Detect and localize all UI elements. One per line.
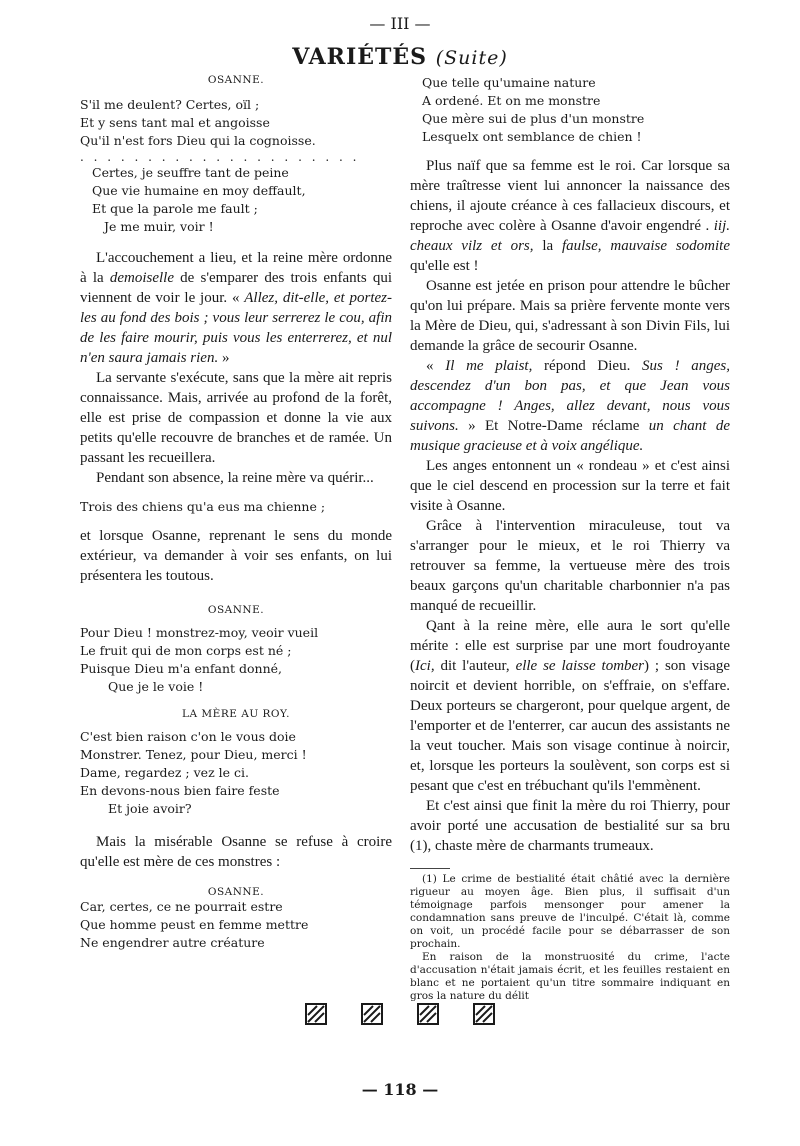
verse-line: A ordené. Et on me monstre (422, 93, 601, 108)
verse-block-6 (80, 898, 392, 952)
paragraph: La servante s'exécute, sans que la mère ait repris connaissance. Mais, arrivée au profond de la forêt, elle est prise de compassion et donne la vie aux petits qu'elle recouvre de branches et de ramée. Un passant les recueillera. (80, 370, 392, 466)
verse-block-3 (80, 498, 392, 516)
verse-block-4 (80, 624, 392, 696)
paragraph: Grâce à l'intervention miraculeuse, tout va s'arranger pour le mieux, et le roi Thierry va retrouver sa femme, la vertueuse mère des trois beaux garçons qu'un charitable charbonnier n'a pas manqué de recueillir. (410, 518, 730, 614)
verse-block-7 (410, 74, 730, 146)
verse-line: Car, certes, ce ne pourrait estre (80, 899, 283, 914)
verse-line: Certes, je seuffre tant de peine (92, 165, 289, 180)
paragraph: et lorsque Osanne, reprenant le sens du monde extérieur, va demander à voir ses enfants, on lui présentera les toutous. (80, 528, 392, 584)
verse-block-1 (80, 96, 392, 150)
page-number: — 118 — (361, 1080, 439, 1099)
right-column (410, 74, 730, 1003)
verse-line: Que mère sui de plus d'un monstre (422, 111, 645, 126)
left-column (80, 74, 392, 952)
verse-line: C'est bien raison c'on le vous doie (80, 729, 296, 744)
verse-line: En devons-nous bien faire feste (80, 783, 280, 798)
paragraph: Qant à la reine mère, elle aura le sort qu'elle mérite : elle est surprise par une mort foudroyante (Ici, dit l'auteur, elle se laisse tomber) ; son visage noircit et devient horrible, on s'effraie, on s'effare. Deux porteurs se chargeront, pour quelque argent, de l'emporter et de l'enterrer, car aucun des assistants ne la veut toucher. Mais son visage continue à noircir, et, lorsque les porteurs la soulèvent, son corps est si pesant que c'est en trébuchant qu'ils l'emmènent. (410, 618, 730, 794)
verse-line: Et joie avoir? (108, 801, 192, 816)
verse-line: Que vie humaine en moy deffault, (92, 183, 306, 198)
speaker-osanne-3: OSANNE. (207, 886, 265, 898)
verse-line: Et que la parole me fault ; (92, 201, 258, 216)
paragraph: Et c'est ainsi que finit la mère du roi Thierry, pour avoir porté une accusation de bestialité sur sa bru (1), chaste mère de charmants trumeaux. (410, 798, 730, 854)
paragraph: Les anges entonnent un « rondeau » et c'est ainsi que le ciel descend en procession sur la terre et fait visite à Osanne. (410, 458, 730, 514)
verse-line: S'il me deulent? Certes, oïl ; (80, 97, 260, 112)
verse-line: Ne engendrer autre créature (80, 935, 265, 950)
verse-line: Et y sens tant mal et angoisse (80, 115, 270, 130)
verse-line: Le fruit qui de mon corps est né ; (80, 643, 292, 658)
verse-line: Monstrer. Tenez, pour Dieu, merci ! (80, 747, 307, 762)
ornament-icon (361, 1003, 383, 1025)
footnote: (1) Le crime de bestialité était châtié avec la dernière rigueur au moyen âge. Bien plus, il suffisait d'un témoignage parfois mensonger pour amener la condamnation sans preuve de l'inculpé. C'était là, comme on voit, un procédé facile pour se débarrasser de son prochain. (410, 873, 730, 950)
verse-line: Que telle qu'umaine nature (422, 75, 596, 90)
ellipsis-dots: . . . . . . . . . . . . . . . . . . . . . (80, 150, 360, 164)
paragraph: « Il me plaist, répond Dieu. Sus ! anges, descendez d'un bon pas, et que Jean vous accompagne ! Anges, allez devant, nous vous suivons. » Et Notre-Dame réclame un chant de musique gracieuse et à voix angélique. (410, 358, 731, 454)
paragraph: L'accouchement a lieu, et la reine mère ordonne à la demoiselle de s'emparer des trois enfants qui viennent de voir le jour. « Allez, dit-elle, et portez-les au fond des bois ; vous leur serrerez le cou, afin de les faire mourir, puis vous les enterrerez, et nul n'en saura jamais rien. » (80, 250, 392, 366)
speaker-mere-au-roy: LA MÈRE AU ROY. (182, 708, 290, 720)
verse-line: Qu'il n'est fors Dieu qui la cognoisse. (80, 133, 316, 148)
verse-line: Que homme peust en femme mettre (80, 917, 309, 932)
paragraph: Osanne est jetée en prison pour attendre le bûcher qu'on lui prépare. Mais sa prière fervente monte vers la Mère de Dieu, qui, s'adressant à son Divin Fils, lui demande la grâce de secourir Osanne. (410, 278, 730, 354)
verse-block-5 (80, 728, 392, 818)
title-suffix: (Suite) (435, 47, 508, 69)
title-main: VARIÉTÉS (292, 44, 428, 70)
footnote: En raison de la monstruosité du crime, l'acte d'accusation n'était jamais écrit, et les feuilles restaient en blanc et ne portaient qu'un titre sommaire indiquant en gros la nature du délit (410, 951, 730, 1002)
verse-line: Trois des chiens qu'a eus ma chienne ; (80, 499, 326, 514)
verse-line: Pour Dieu ! monstrez-moy, veoir vueil (80, 625, 319, 640)
ornament-icon (417, 1003, 439, 1025)
footnote-rule (410, 868, 450, 869)
page-title (0, 44, 800, 70)
speaker-osanne-1: OSANNE. (207, 74, 265, 86)
folio-roman: — III — (369, 14, 431, 33)
ornament-icon (473, 1003, 495, 1025)
speaker-osanne-2: OSANNE. (207, 604, 265, 616)
paragraph: Mais la misérable Osanne se refuse à croire qu'elle est mère de ces monstres : (80, 834, 392, 870)
verse-line: Je me muir, voir ! (104, 219, 214, 234)
verse-line: Dame, regardez ; vez le ci. (80, 765, 249, 780)
verse-line: Que je le voie ! (108, 679, 204, 694)
verse-line: Puisque Dieu m'a enfant donné, (80, 661, 283, 676)
paragraph: Plus naïf que sa femme est le roi. Car lorsque sa mère traîtresse vient lui annoncer la naissance des chiens, il ajoute créance à ces fallacieux discours, et reproche avec colère à Osanne d'avoir engendré . iij. cheaux vilz et ors, la faulse, mauvaise sodomite qu'elle est ! (410, 158, 730, 274)
paragraph: Pendant son absence, la reine mère va quérir... (96, 470, 374, 486)
verse-line: Lesquelx ont semblance de chien ! (422, 129, 642, 144)
ornament-icon (305, 1003, 327, 1025)
verse-block-2 (80, 164, 392, 236)
ornament-row (305, 1003, 495, 1025)
